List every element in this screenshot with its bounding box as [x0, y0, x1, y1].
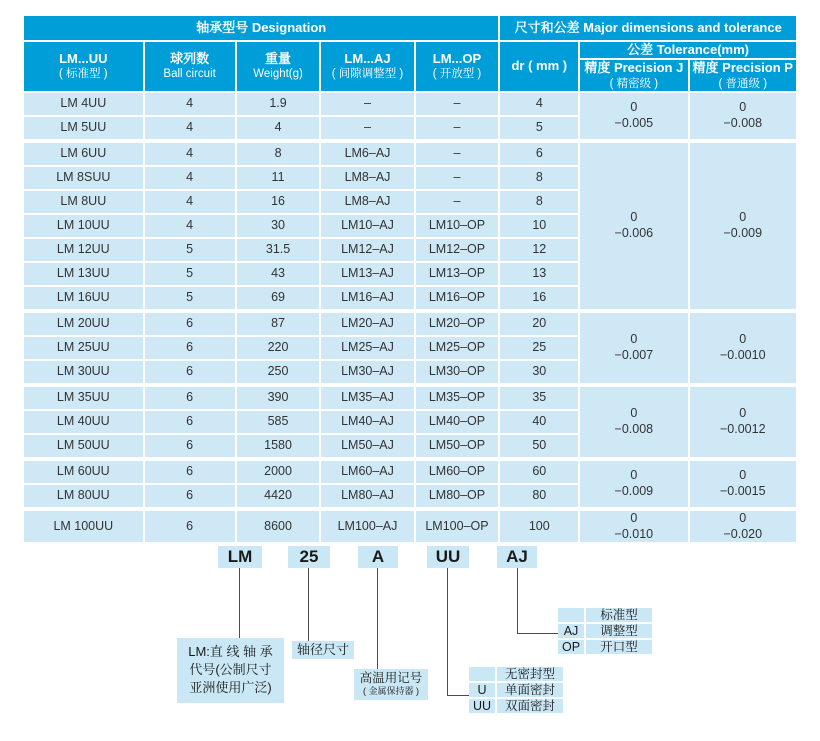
precision-j-sub: ( 精密级 ): [609, 77, 659, 90]
high-temp-note-main: 高温用记号: [359, 671, 423, 685]
ball-circuit-cell: 6: [144, 509, 236, 543]
model-cell: LM 4UU: [23, 92, 144, 116]
connector-line-25: [308, 568, 309, 641]
aj-model-cell: LM30–AJ: [320, 360, 414, 385]
bearing-spec-table: [22, 14, 798, 544]
precision-p-cell: 0 −0.0015: [689, 459, 797, 509]
seal-type-label: 单面密封: [497, 683, 563, 697]
dr-cell: 100: [499, 509, 579, 543]
op-model-cell: LM100–OP: [415, 509, 500, 543]
dr-cell: 60: [499, 459, 579, 484]
ball-circuit-cell: 4: [144, 166, 236, 190]
high-temp-note: [354, 669, 428, 700]
aj-model-cell: LM13–AJ: [320, 262, 414, 286]
op-model-cell: LM40–OP: [415, 410, 500, 434]
ball-circuit-cell: 6: [144, 484, 236, 509]
op-model-cell: –: [415, 92, 500, 116]
table-row: [23, 92, 797, 116]
ball-circuit-cell: 6: [144, 459, 236, 484]
dr-cell: 5: [499, 116, 579, 141]
ball-circuit-cell: 6: [144, 410, 236, 434]
designation-code-lm: LM: [218, 546, 262, 568]
high-temp-note-sub: ( 金属保持器 ): [363, 686, 419, 696]
aj-model-cell: LM12–AJ: [320, 238, 414, 262]
model-cell: LM 12UU: [23, 238, 144, 262]
table-row: [23, 459, 797, 484]
op-model-cell: –: [415, 166, 500, 190]
ball-circuit-cell: 6: [144, 385, 236, 410]
suffix-type-label: 调整型: [586, 624, 652, 638]
precision-p-cell: 0 −0.0012: [689, 385, 797, 459]
op-model-cell: LM30–OP: [415, 360, 500, 385]
dr-cell: 40: [499, 410, 579, 434]
col-header-aj-sub: ( 间隙调整型 ): [331, 68, 404, 81]
weight-cell: 1580: [236, 434, 321, 459]
aj-model-cell: –: [320, 116, 414, 141]
shaft-diameter-note: 轴径尺寸: [292, 641, 354, 659]
col-header-balls-sub: Ball circuit: [163, 68, 216, 81]
op-model-cell: LM16–OP: [415, 286, 500, 311]
ball-circuit-cell: 4: [144, 116, 236, 141]
connector-line-lm: [239, 568, 240, 638]
aj-model-cell: LM40–AJ: [320, 410, 414, 434]
precision-j-cell: 0 −0.005: [579, 92, 688, 141]
precision-j-cell: 0 −0.010: [579, 509, 688, 543]
weight-cell: 585: [236, 410, 321, 434]
model-cell: LM 10UU: [23, 214, 144, 238]
suffix-type-legend: [558, 608, 652, 654]
model-cell: LM 100UU: [23, 509, 144, 543]
table-row: [23, 509, 797, 543]
aj-model-cell: LM80–AJ: [320, 484, 414, 509]
weight-cell: 390: [236, 385, 321, 410]
aj-model-cell: LM100–AJ: [320, 509, 414, 543]
col-header-model-sub: ( 标准型 ): [59, 68, 108, 81]
table-row: [23, 311, 797, 336]
ball-circuit-cell: 4: [144, 214, 236, 238]
suffix-type-code: AJ: [558, 624, 584, 638]
model-cell: LM 80UU: [23, 484, 144, 509]
model-cell: LM 35UU: [23, 385, 144, 410]
dr-cell: 50: [499, 434, 579, 459]
aj-model-cell: LM6–AJ: [320, 141, 414, 166]
aj-model-cell: LM16–AJ: [320, 286, 414, 311]
col-header-op: [415, 41, 500, 92]
ball-circuit-cell: 4: [144, 141, 236, 166]
precision-p-cell: 0 −0.0010: [689, 311, 797, 385]
precision-p-main: 精度 Precision P: [692, 60, 793, 76]
connector-elbow-uu: [447, 695, 469, 696]
model-cell: LM 50UU: [23, 434, 144, 459]
precision-j-cell: 0 −0.006: [579, 141, 688, 311]
suffix-type-label: 标准型: [586, 608, 652, 622]
designation-code-uu: UU: [427, 546, 469, 568]
model-cell: LM 25UU: [23, 336, 144, 360]
weight-cell: 220: [236, 336, 321, 360]
connector-line-uu: [447, 568, 448, 696]
dr-cell: 13: [499, 262, 579, 286]
aj-model-cell: LM25–AJ: [320, 336, 414, 360]
seal-type-code: U: [469, 683, 495, 697]
aj-model-cell: LM8–AJ: [320, 166, 414, 190]
dr-cell: 30: [499, 360, 579, 385]
weight-cell: 43: [236, 262, 321, 286]
dr-cell: 25: [499, 336, 579, 360]
col-header-weight-sub: Weight(g): [253, 68, 303, 81]
dr-cell: 8: [499, 166, 579, 190]
dr-cell: 80: [499, 484, 579, 509]
precision-j-main: 精度 Precision J: [584, 60, 684, 76]
ball-circuit-cell: 5: [144, 286, 236, 311]
op-model-cell: –: [415, 141, 500, 166]
ball-circuit-cell: 6: [144, 311, 236, 336]
weight-cell: 1.9: [236, 92, 321, 116]
col-header-model-main: LM...UU: [59, 51, 108, 67]
precision-p-cell: 0 −0.008: [689, 92, 797, 141]
aj-model-cell: LM10–AJ: [320, 214, 414, 238]
precision-p-cell: 0 −0.020: [689, 509, 797, 543]
weight-cell: 250: [236, 360, 321, 385]
aj-model-cell: LM20–AJ: [320, 311, 414, 336]
weight-cell: 8: [236, 141, 321, 166]
col-header-weight: [236, 41, 321, 92]
suffix-type-code: OP: [558, 640, 584, 654]
model-cell: LM 20UU: [23, 311, 144, 336]
dr-cell: 12: [499, 238, 579, 262]
connector-line-aj: [517, 568, 518, 634]
col-header-balls-main: 球列数: [170, 51, 210, 67]
designation-code-aj: AJ: [497, 546, 537, 568]
seal-type-code: [469, 667, 495, 681]
col-header-weight-main: 重量: [265, 51, 292, 67]
model-cell: LM 40UU: [23, 410, 144, 434]
op-model-cell: LM25–OP: [415, 336, 500, 360]
col-header-dr: dr ( mm ): [499, 41, 579, 92]
seal-type-label: 无密封型: [497, 667, 563, 681]
weight-cell: 87: [236, 311, 321, 336]
model-cell: LM 8UU: [23, 190, 144, 214]
model-cell: LM 13UU: [23, 262, 144, 286]
aj-model-cell: LM35–AJ: [320, 385, 414, 410]
model-cell: LM 6UU: [23, 141, 144, 166]
op-model-cell: –: [415, 190, 500, 214]
suffix-type-label: 开口型: [586, 640, 652, 654]
precision-p-sub: ( 普通级 ): [718, 77, 768, 90]
model-cell: LM 5UU: [23, 116, 144, 141]
col-header-op-main: LM...OP: [432, 51, 482, 67]
model-cell: LM 16UU: [23, 286, 144, 311]
weight-cell: 4420: [236, 484, 321, 509]
op-model-cell: LM50–OP: [415, 434, 500, 459]
model-cell: LM 8SUU: [23, 166, 144, 190]
designation-header: 轴承型号 Designation: [23, 15, 499, 41]
op-model-cell: LM13–OP: [415, 262, 500, 286]
col-header-aj-main: LM...AJ: [344, 51, 391, 67]
connector-line-a: [377, 568, 378, 669]
ball-circuit-cell: 4: [144, 190, 236, 214]
weight-cell: 30: [236, 214, 321, 238]
tolerance-header: 公差 Tolerance(mm): [579, 41, 797, 59]
aj-model-cell: LM8–AJ: [320, 190, 414, 214]
dr-cell: 16: [499, 286, 579, 311]
table-row: [23, 385, 797, 410]
aj-model-cell: –: [320, 92, 414, 116]
op-model-cell: LM80–OP: [415, 484, 500, 509]
weight-cell: 2000: [236, 459, 321, 484]
precision-p-cell: 0 −0.009: [689, 141, 797, 311]
aj-model-cell: LM60–AJ: [320, 459, 414, 484]
dimensions-header: 尺寸和公差 Major dimensions and tolerance: [499, 15, 797, 41]
col-header-op-sub: ( 开放型 ): [432, 68, 482, 81]
op-model-cell: –: [415, 116, 500, 141]
weight-cell: 11: [236, 166, 321, 190]
col-header-ball-circuit: [144, 41, 236, 92]
ball-circuit-cell: 6: [144, 360, 236, 385]
spec-table-body: [23, 92, 797, 543]
dr-cell: 10: [499, 214, 579, 238]
ball-circuit-cell: 6: [144, 336, 236, 360]
weight-cell: 69: [236, 286, 321, 311]
col-header-precision-p: [689, 59, 797, 92]
dr-cell: 8: [499, 190, 579, 214]
seal-type-legend: [469, 667, 563, 713]
seal-type-code: UU: [469, 699, 495, 713]
connector-elbow-aj: [517, 633, 558, 634]
op-model-cell: LM10–OP: [415, 214, 500, 238]
seal-type-label: 双面密封: [497, 699, 563, 713]
op-model-cell: LM12–OP: [415, 238, 500, 262]
ball-circuit-cell: 6: [144, 434, 236, 459]
col-header-precision-j: [579, 59, 688, 92]
weight-cell: 16: [236, 190, 321, 214]
precision-j-cell: 0 −0.009: [579, 459, 688, 509]
weight-cell: 31.5: [236, 238, 321, 262]
model-cell: LM 30UU: [23, 360, 144, 385]
aj-model-cell: LM50–AJ: [320, 434, 414, 459]
weight-cell: 8600: [236, 509, 321, 543]
op-model-cell: LM35–OP: [415, 385, 500, 410]
op-model-cell: LM60–OP: [415, 459, 500, 484]
weight-cell: 4: [236, 116, 321, 141]
table-row: [23, 141, 797, 166]
ball-circuit-cell: 5: [144, 262, 236, 286]
designation-code-a: A: [358, 546, 398, 568]
precision-j-cell: 0 −0.007: [579, 311, 688, 385]
dr-cell: 35: [499, 385, 579, 410]
dr-cell: 4: [499, 92, 579, 116]
suffix-type-code: [558, 608, 584, 622]
col-header-aj: [320, 41, 414, 92]
precision-j-cell: 0 −0.008: [579, 385, 688, 459]
col-header-model: [23, 41, 144, 92]
ball-circuit-cell: 5: [144, 238, 236, 262]
ball-circuit-cell: 4: [144, 92, 236, 116]
designation-code-25: 25: [288, 546, 330, 568]
model-cell: LM 60UU: [23, 459, 144, 484]
op-model-cell: LM20–OP: [415, 311, 500, 336]
dr-cell: 20: [499, 311, 579, 336]
lm-code-note: LM:直 线 轴 承 代号(公制尺寸 亚洲使用广泛): [177, 638, 284, 703]
dr-cell: 6: [499, 141, 579, 166]
